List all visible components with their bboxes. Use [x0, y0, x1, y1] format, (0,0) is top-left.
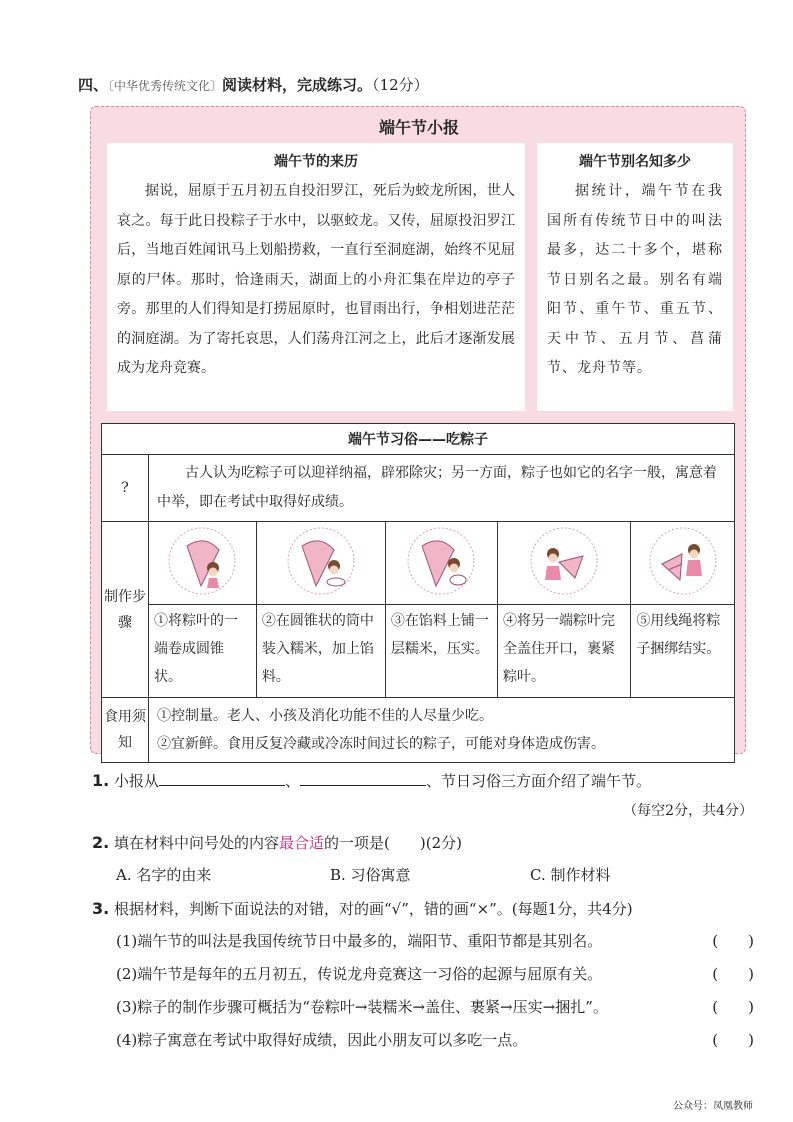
step-5-illustration — [631, 522, 735, 605]
section-tag: 〔中华优秀传统文化〕 — [108, 79, 223, 93]
leaf-cone-illustration — [167, 526, 237, 596]
judge-item-2-text: (2)端午节是每年的五月初五，传说龙舟竞赛这一习俗的起源与屈原有关。 — [116, 965, 603, 983]
question-1-prefix: 小报从 — [114, 772, 160, 790]
question-2-prefix: 填在材料中问号处的内容 — [114, 834, 280, 852]
filling-illustration — [406, 526, 476, 596]
alias-title: 端午节别名知多少 — [579, 154, 691, 170]
steps-label: 制作步骤 — [102, 522, 149, 698]
step-2-illustration — [256, 522, 385, 605]
question-1-number: 1. — [92, 771, 110, 790]
judge-item-1-text: (1)端午节的叫法是我国传统节日中最多的，端阳节、重阳节都是其别名。 — [116, 932, 603, 950]
answer-blank-1[interactable] — [159, 771, 285, 786]
wrap-illustration — [529, 526, 599, 596]
tip-2: ②宜新鲜。食用反复冷藏或冷冻时间过长的粽子，可能对身体造成伤害。 — [157, 736, 605, 752]
judge-item-2-paren[interactable]: ( ) — [712, 965, 754, 983]
judge-item-4-paren[interactable]: ( ) — [712, 1031, 754, 1049]
judge-item-1-paren[interactable]: ( ) — [712, 932, 754, 950]
question-2 — [92, 832, 462, 853]
question-3-number: 3. — [92, 899, 110, 918]
question-1 — [92, 770, 651, 791]
tip-1: ①控制量。老人、小孩及消化功能不佳的人尽量少吃。 — [157, 708, 493, 724]
meaning-label: ? — [102, 455, 149, 522]
origin-card — [107, 143, 525, 411]
origin-title: 端午节的来历 — [274, 154, 358, 170]
footer-credit: 公众号：凤凰教师 — [673, 1101, 753, 1112]
judge-item-4-text: (4)粽子寓意在考试中取得好成绩，因此小朋友可以多吃一点。 — [116, 1031, 528, 1049]
section-number: 四、 — [78, 76, 109, 94]
judge-item-2 — [116, 963, 754, 984]
rice-bowl-illustration — [286, 526, 356, 596]
question-3-text: 根据材料，判断下面说法的对错，对的画“√”，错的画“×”。(每题1分，共4分) — [114, 900, 633, 918]
tie-illustration — [648, 526, 718, 596]
tips-label: 食用须知 — [102, 698, 149, 763]
question-2-highlight: 最合适 — [279, 834, 325, 852]
question-2-number: 2. — [92, 833, 110, 852]
step-2-text: ②在圆锥状的筒中装入糯米，加上馅料。 — [256, 605, 385, 698]
question-2-option-a[interactable]: A. 名字的由来 — [116, 866, 212, 884]
question-1-score: （每空2分，共4分） — [623, 803, 753, 819]
step-3-text: ③在馅料上铺一层糯米，压实。 — [385, 605, 497, 698]
step-4-text: ④将另一端粽叶完全盖住开口，裹紧粽叶。 — [498, 605, 631, 698]
judge-item-4 — [116, 1029, 754, 1050]
step-1-illustration — [149, 522, 257, 605]
question-1-separator: 、 — [285, 772, 301, 790]
judge-item-3 — [116, 996, 754, 1017]
judge-item-3-paren[interactable]: ( ) — [712, 998, 754, 1016]
question-2-option-c[interactable]: C. 制作材料 — [530, 866, 611, 884]
judge-item-3-text: (3)粽子的制作步骤可概括为“卷粽叶→装糯米→盖住、裹紧→压实→捆扎”。 — [116, 998, 608, 1016]
question-2-option-b[interactable]: B. 习俗寓意 — [330, 866, 411, 884]
step-5-text: ⑤用线绳将粽子捆绑结实。 — [631, 605, 735, 698]
step-4-illustration — [498, 522, 631, 605]
section-heading — [78, 74, 429, 95]
question-1-suffix: 、节日习俗三方面介绍了端午节。 — [426, 772, 652, 790]
section-title: 阅读材料，完成练习。 — [222, 76, 373, 94]
step-3-illustration — [385, 522, 497, 605]
custom-title: 端午节习俗——吃粽子 — [102, 424, 735, 455]
newspaper-title: 端午节小报 — [378, 118, 459, 137]
alias-card — [537, 143, 733, 411]
newspaper-panel — [90, 106, 746, 754]
step-1-text: ①将粽叶的一端卷成圆锥状。 — [149, 605, 257, 698]
alias-text: 据统计，端午节在我国所有传统节日中的叫法最多，达二十多个，堪称节日别名之最。别名有端阳节、重午节、重五节、天中节、五月节、菖蒲节、龙舟节等。 — [547, 183, 723, 376]
section-score: （12分） — [372, 76, 429, 94]
answer-blank-2[interactable] — [300, 771, 426, 786]
tips-list — [149, 698, 735, 763]
custom-table — [101, 423, 735, 763]
question-3 — [92, 898, 633, 919]
origin-text: 据说，屈原于五月初五自投汨罗江，死后为蛟龙所困，世人哀之。每于此日投粽子于水中，以驱蛟龙。又传，屈原投汨罗江后，当地百姓闻讯马上划船捞救，一直行至洞庭湖，始终不见屈原的尸体。那时，恰逢雨天，湖面上的小舟汇集在岸边的亭子旁。那里的人们得知是打捞屈原时，也冒雨出行，争相划进茫茫的洞庭湖。为了寄托哀思，人们荡舟江河之上，此后才逐渐发展成为龙舟竞赛。 — [117, 183, 515, 376]
question-2-suffix: 的一项是( )(2分) — [324, 834, 462, 852]
meaning-text: 古人认为吃粽子可以迎祥纳福，辟邪除灾；另一方面，粽子也如它的名字一般，寓意着中举，即在考试中取得好成绩。 — [149, 455, 735, 522]
judge-item-1 — [116, 930, 754, 951]
